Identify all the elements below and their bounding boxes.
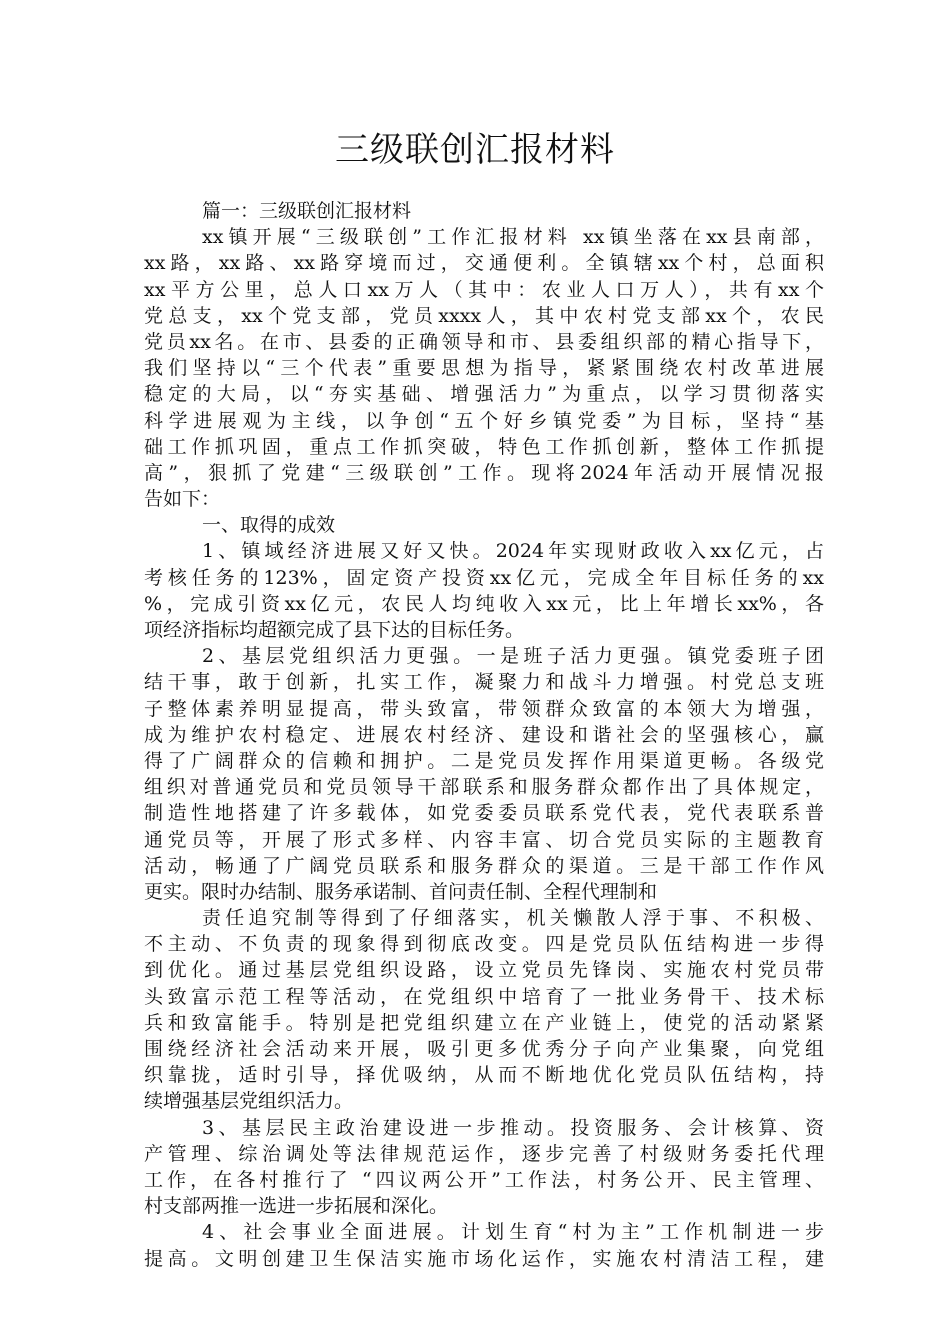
paragraph-line: 3、基层民主政治建设进一步推动。投资服务、会计核算、资 (202, 1116, 824, 1139)
paragraph-line: 工作，在各村推行了 “四议两公开”工作法，村务公开、民主管理、 (144, 1168, 824, 1191)
paragraph-line: 稳定的大局，以“夯实基础、增强活力”为重点，以学习贯彻落实 (144, 383, 824, 406)
paragraph-line: 4、社会事业全面进展。计划生育“村为主”工作机制进一步 (202, 1221, 824, 1244)
paragraph-line: 织靠拢，适时引导，择优吸纳，从而不断地优化党员队伍结构，持 (144, 1064, 824, 1087)
paragraph-line: 兵和致富能手。特别是把党组织建立在产业链上，使党的活动紧紧 (144, 1011, 824, 1034)
section-heading: 一、取得的成效 (202, 514, 336, 537)
paragraph-line: %，完成引资xx亿元，农民人均纯收入xx元，比上年增长xx%，各 (144, 592, 824, 615)
paragraph-line: 告如下： (144, 488, 221, 511)
document-body (144, 198, 824, 1272)
paragraph-line: 子整体素养明显提高，带头致富，带领群众致富的本领大为增强， (144, 697, 824, 720)
paragraph-line: 产管理、综治调处等法律规范运作，逐步完善了村级财务委托代理 (144, 1142, 824, 1165)
paragraph-line: 通党员等，开展了形式多样、内容丰富、切合党员实际的主题教育 (144, 828, 824, 851)
paragraph-line: 围绕经济社会活动来开展，吸引更多优秀分子向产业集聚，向党组 (144, 1038, 824, 1060)
section-heading: 篇一：三级联创汇报材料 (202, 200, 412, 222)
paragraph-line: 结干事，敢于创新，扎实工作，凝聚力和战斗力增强。村党总支班 (144, 671, 824, 694)
paragraph-line: 党总支，xx个党支部，党员xxxx人，其中农村党支部xx个，农民 (144, 304, 824, 327)
paragraph-line: 更实。限时办结制、服务承诺制、首问责任制、全程代理制和 (144, 880, 658, 903)
paragraph-line: 活动，畅通了广阔党员联系和服务群众的渠道。三是干部工作作风 (144, 854, 824, 877)
paragraph-line: 项经济指标均超额完成了县下达的目标任务。 (144, 619, 525, 641)
paragraph-line: 组织对普通党员和党员领导干部联系和服务群众都作出了具体规定， (144, 776, 824, 799)
paragraph-line: xx平方公里，总人口xx万人（其中：农业人口万人），共有xx个 (144, 278, 824, 301)
paragraph-line: 础工作抓巩固，重点工作抓突破，特色工作抓创新，整体工作抓提 (144, 435, 824, 458)
paragraph-line: 党员xx名。在市、县委的正确领导和市、县委组织部的精心指导下， (144, 330, 824, 353)
paragraph-line: 头致富示范工程等活动，在党组织中培育了一批业务骨干、技术标 (144, 985, 824, 1008)
paragraph-line: xx路，xx路、xx路穿境而过，交通便利。全镇辖xx个村，总面积 (144, 252, 824, 275)
paragraph-line: 提高。文明创建卫生保洁实施市场化运作，实施农村清洁工程，建 (144, 1247, 824, 1270)
document-title: 三级联创汇报材料 (335, 130, 615, 170)
paragraph-line: 村支部两推一选进一步拓展和深化。 (144, 1195, 449, 1218)
paragraph-line: 不主动、不负责的现象得到彻底改变。四是党员队伍结构进一步得 (144, 933, 824, 956)
paragraph-line: 责任追究制等得到了仔细落实，机关懒散人浮于事、不积极、 (202, 907, 824, 930)
paragraph-line: 考核任务的123%，固定资产投资xx亿元，完成全年目标任务的xx (144, 566, 824, 589)
paragraph-line: 制造性地搭建了许多载体，如党委委员联系党代表，党代表联系普 (144, 802, 824, 825)
paragraph-line: 成为维护农村稳定、进展农村经济、建设和谐社会的坚强核心，赢 (144, 723, 824, 746)
paragraph-line: 续增强基层党组织活力。 (144, 1090, 354, 1113)
paragraph-line: 到优化。通过基层党组织设路，设立党员先锋岗、实施农村党员带 (144, 959, 824, 982)
paragraph-line: 高”，狠抓了党建“三级联创”工作。现将2024年活动开展情况报 (144, 461, 824, 484)
paragraph-line: 科学进展观为主线，以争创“五个好乡镇党委”为目标，坚持“基 (144, 409, 824, 432)
paragraph-line: 1、镇域经济进展又好又快。2024年实现财政收入xx亿元，占 (202, 540, 824, 563)
paragraph-line: 得了广阔群众的信赖和拥护。二是党员发挥作用渠道更畅。各级党 (144, 749, 824, 772)
paragraph-line: xx镇开展“三级联创”工作汇报材料 xx镇坐落在xx县南部， (202, 226, 824, 249)
paragraph-line: 我们坚持以“三个代表”重要思想为指导，紧紧围绕农村改革进展 (144, 357, 824, 380)
paragraph-line: 2、基层党组织活力更强。一是班子活力更强。镇党委班子团 (202, 645, 824, 668)
